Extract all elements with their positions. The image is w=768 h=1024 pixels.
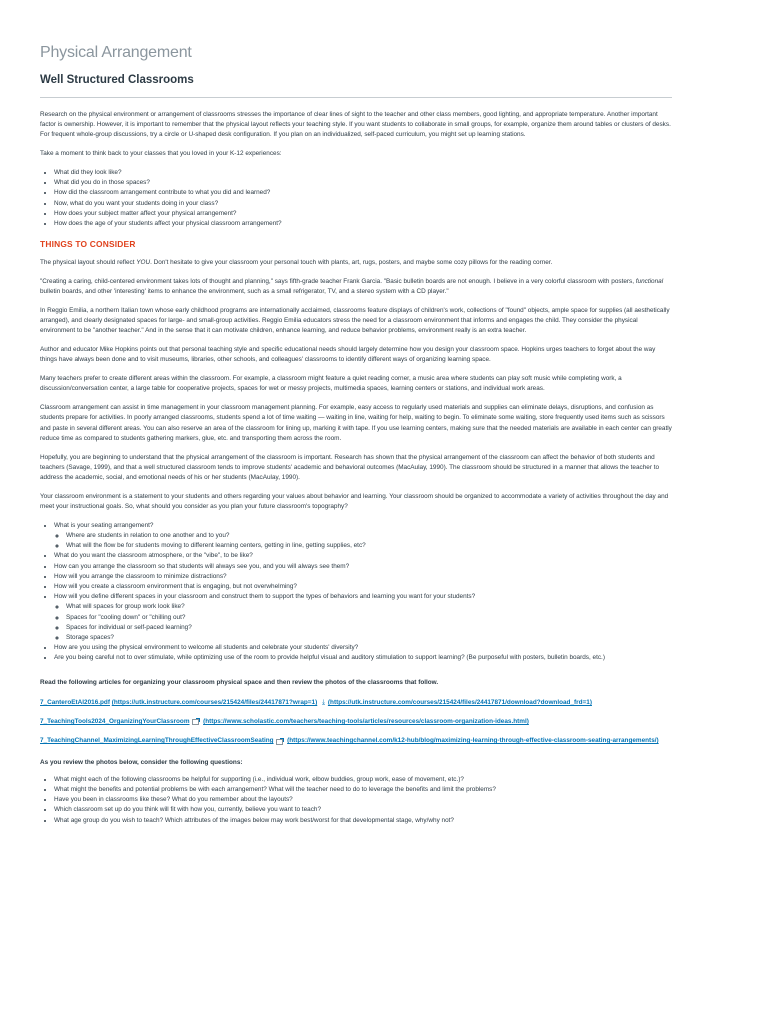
sub-list xyxy=(54,602,672,643)
paragraph: Many teachers prefer to create different areas within the classroom. For example, a classroom might feature a quiet reading corner, a music area where students can play soft music while completing work, a discussion/conversation center, a large table for cooperative projects, spaces for wet or messy projects, multimedia spaces, learning centers or stations, and individual work areas. xyxy=(40,375,622,393)
list-item: • Have you been in classrooms like these? What do you remember about the layouts? xyxy=(54,795,672,805)
list-item: • Which classroom set up do you think will fit with how you, currently, believe you want to teach? xyxy=(54,805,672,815)
list-item: ◦ Where are students in relation to one another and to you? xyxy=(66,531,672,541)
list-item: • How does the age of your students affect your physical classroom arrangement? xyxy=(54,219,672,229)
list-item: • What might each of the following classrooms be helpful for supporting (i.e., individual work, elbow buddies, group work, ease of movement, etc.)? xyxy=(54,775,672,785)
paragraph: The physical layout should reflect YOU. Don't hesitate to give your classroom your personal touch with plants, art, rugs, posters, and maybe some cozy pillows for the reading corner. xyxy=(40,259,553,267)
list-item: • How did the classroom arrangement contribute to what you did and learned? xyxy=(54,188,672,198)
list-item: • What age group do you wish to teach? Which attributes of the images below may work best/worst for that developmental stage, why/why not? xyxy=(54,816,672,826)
list-item: • What did they look like? xyxy=(54,168,672,178)
external-link-icon xyxy=(276,738,284,744)
article-link-teachingchannel-url[interactable]: (https://www.teachingchannel.com/k12-hub/blog/maximizing-learning-through-effective-classroom-seating-arrangements/) xyxy=(287,737,659,745)
sub-list xyxy=(54,531,672,551)
paragraph: Hopefully, you are beginning to understand that the physical arrangement of the classroom is important. Research has shown that the physical arrangement of the classroom can affect the behavior of both students and teachers (Savage, 1999), and that a well structured classroom tends to improve students' academic and behavioral outcomes (MacAulay, 1990). The classroom should be structured in a manner that allows the teacher to address the academic, social, and emotional needs of his or her students (MacAulay, 1990). xyxy=(40,453,660,482)
external-link-icon xyxy=(192,718,200,724)
paragraph: Classroom arrangement can assist in time management in your classroom management planning. For example, easy access to regularly used materials and supplies can eliminate delays, disruptions, and confusion as students prepare for activities. In poorly arranged classrooms, students spend a lot of time waiting — waiting in line, waiting for help, waiting to begin. To eliminate some waiting, store frequently used items such as scissors and paste in several different areas. You can also reserve an area of the classroom for lining up, marking it with tape. If you use learning centers, making sure that the needed materials are available in each center can greatly reduce time as compared to students gathering markers, glue, etc. and transporting them across the room. xyxy=(40,404,672,442)
divider xyxy=(40,97,672,98)
list-item: • What did you do in those spaces? xyxy=(54,178,672,188)
list-item: ◦ What will spaces for group work look like? xyxy=(66,602,672,612)
article-link-teachingchannel[interactable]: 7_TeachingChannel_MaximizingLearningThroughEffectiveClassroomSeating xyxy=(40,737,274,745)
intro-paragraph: Research on the physical environment or arrangement of classrooms stresses the importance of clear lines of sight to the teacher and other class members, good lighting, and appropriate temperature. Another important factor is ownership. However, it is important to remember that the physical layout reflects your teaching style. If you want students to collaborate in small groups, for example, organize them around tables or clusters of desks. For frequent whole-group discussions, try a circle or U-shaped desk configuration. If you plan on an individualized, self-paced curriculum, you might set up learning stations. xyxy=(40,111,671,139)
list-item: ◦ Spaces for individual or self-paced learning? xyxy=(66,623,672,633)
review-lead: As you review the photos below, consider the following questions: xyxy=(40,759,243,767)
download-icon[interactable]: ⤓ xyxy=(322,698,326,706)
review-list xyxy=(40,775,672,826)
paragraph: In Reggio Emilia, a northern Italian town whose early childhood programs are internationally acclaimed, classrooms feature displays of children's work, collections of "found" objects, ample space for supplies (all aesthetically arranged), and clearly designated spaces for large- and small-group activities. Reggio Emilia educators stress the need for a classroom environment that informs and engages the child. They consider the physical environment to be "another teacher." And in the sense that it can motivate children, enhance learning, and reduce behavior problems, environment really is an extra teacher. xyxy=(40,307,670,335)
list-item: • How will you arrange the classroom to minimize distractions? xyxy=(54,572,672,582)
paragraph: Author and educator Mike Hopkins points out that personal teaching style and specific educational needs should largely determine how you design your classroom space. Hopkins urges teachers to forget about the way things have always been done and to visit museums, libraries, other schools, and colleagues' classrooms to identify different ways of organizing learning space. xyxy=(40,346,656,364)
articles-lead: Read the following articles for organizing your classroom physical space and then review the photos of the classrooms that follow. xyxy=(40,678,439,686)
article-link-scholastic-url[interactable]: (https://www.scholastic.com/teachers/teaching-tools/articles/resources/classroom-organization-ideas.html) xyxy=(203,718,529,726)
article-link-cantero-url[interactable]: (https://utk.instructure.com/courses/215424/files/24417871?wrap=1) xyxy=(111,698,318,706)
things-to-consider-heading: THINGS TO CONSIDER xyxy=(40,239,136,250)
list-item: • Are you being careful not to over stimulate, while optimizing use of the room to provide helpful visual and auditory stimulation to support learning? (Be purposeful with posters, bulletin boards, etc.) xyxy=(54,653,672,663)
paragraph: Your classroom environment is a statement to your students and others regarding your values about behavior and learning. Your classroom should be organized to accommodate a variety of activities throughout the day and meet your instructional goals. So, what should you consider as you plan your future classroom's topography? xyxy=(40,492,669,511)
list-item: • What is your seating arrangement? ◦ Where are students in relation to one another and to you? ◦ What will the flow be for students moving to different learning centers, getting in line, getting supplies, etc? xyxy=(54,521,672,552)
list-item: • How can you arrange the classroom so that students will always see you, and you will always see them? xyxy=(54,562,672,572)
list-item: • Now, what do you want your students doing in your class? xyxy=(54,199,672,209)
list-item: ◦ Spaces for "cooling down" or "chilling out? xyxy=(66,613,672,623)
article-link-row xyxy=(40,717,672,727)
article-link-row xyxy=(40,698,672,708)
list-item: ◦ Storage spaces? xyxy=(66,633,672,643)
list-item: • How are you using the physical environment to welcome all students and celebrate your students' diversity? xyxy=(54,643,672,653)
list-item: • What do you want the classroom atmosphere, or the "vibe", to be like? xyxy=(54,551,672,561)
page-title: Physical Arrangement xyxy=(40,44,192,61)
reflection-list xyxy=(40,168,672,229)
article-link-scholastic[interactable]: 7_TeachingTools2024_OrganizingYourClassroom xyxy=(40,718,190,726)
article-link-cantero[interactable]: 7_CanteroEtAl2016.pdf xyxy=(40,698,110,706)
list-item: ◦ What will the flow be for students moving to different learning centers, getting in line, getting supplies, etc? xyxy=(66,541,672,551)
article-download-link[interactable]: (https://utk.instructure.com/courses/215424/files/24417871/download?download_frd=1) xyxy=(327,698,592,706)
paragraph: "Creating a caring, child-centered environment takes lots of thought and planning," says fifth-grade teacher Frank Garcia. "Basic bulletin boards are not enough. I believe in a very colorful classroom with posters, functional bulletin boards, and other 'interesting' items to enhance the environment, such as a small refrigerator, TV, and a stereo system with a CD player." xyxy=(40,278,664,296)
list-item: • What might the benefits and potential problems be with each arrangement? What will the teacher need to do to leverage the benefits and limit the problems? xyxy=(54,785,672,795)
reflection-prompt: Take a moment to think back to your classes that you loved in your K-12 experiences: xyxy=(40,150,282,158)
section-title: Well Structured Classrooms xyxy=(40,74,194,86)
list-item: • How will you create a classroom environment that is engaging, but not overwhelming? xyxy=(54,582,672,592)
article-link-row xyxy=(40,736,672,746)
list-item: • How will you define different spaces in your classroom and construct them to support the types of behaviors and learning you want for your students? ◦ What will spaces for group work look like? ◦ Spaces for "cooling down" or "chilling out? ◦ Spaces for individual or self-paced learning? ◦ Storage spaces? xyxy=(54,592,672,643)
consider-list xyxy=(40,521,672,664)
list-item: • How does your subject matter affect your physical arrangement? xyxy=(54,209,672,219)
